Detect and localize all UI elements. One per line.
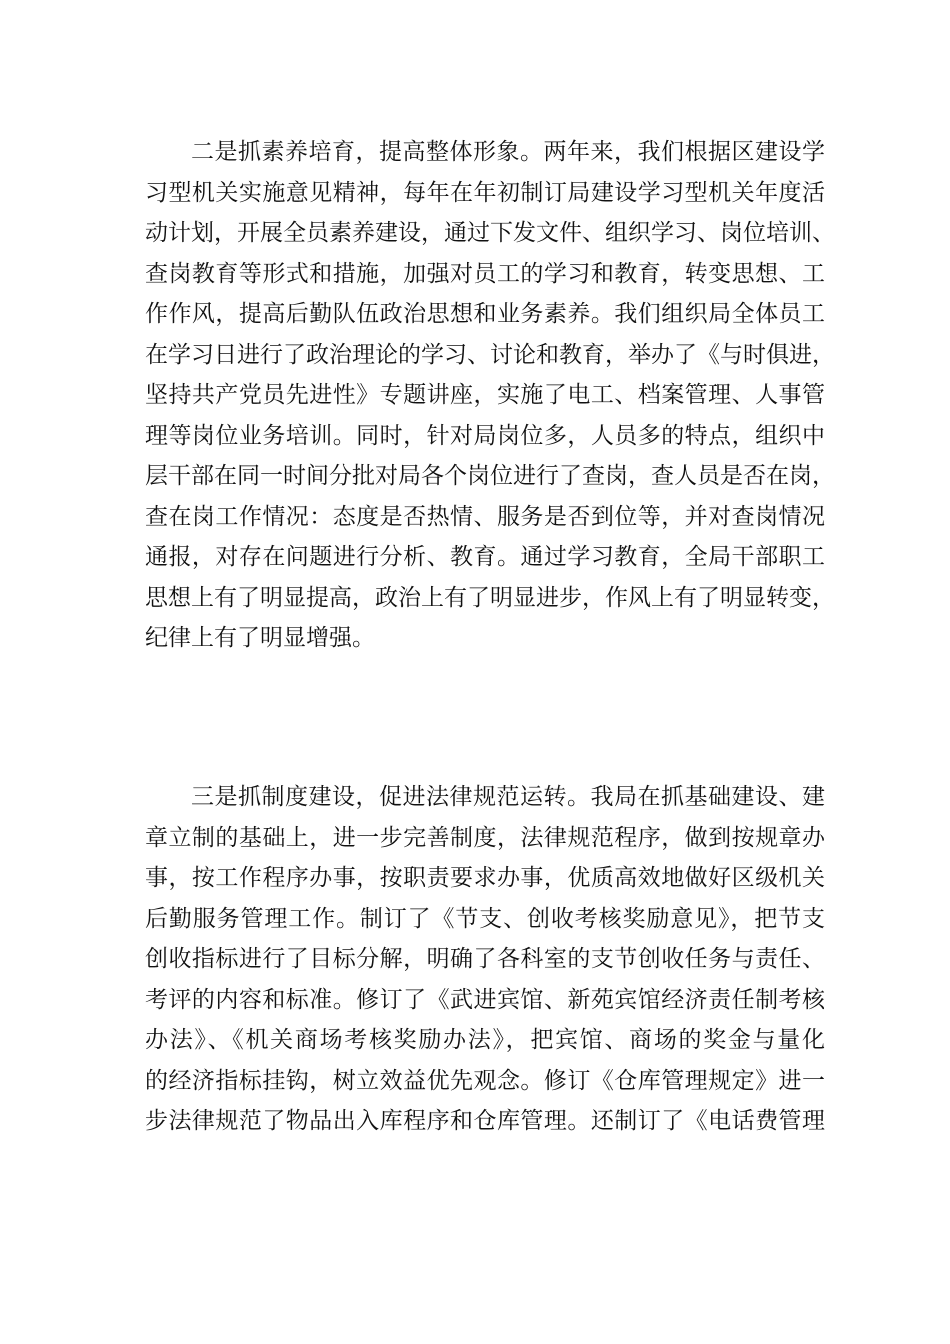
paragraph-line: 创收指标进行了目标分解，明确了各科室的支节创收任务与责任、 (145, 946, 825, 972)
paragraph-line: 通报，对存在问题进行分析、教育。通过学习教育，全局干部职工 (145, 544, 825, 570)
paragraph-line: 坚持共产党员先进性》专题讲座，实施了电工、档案管理、人事管 (145, 382, 825, 408)
paragraph-line: 的经济指标挂钩，树立效益优先观念。修订《仓库管理规定》进一 (145, 1067, 825, 1094)
paragraph-system-building (145, 777, 825, 1142)
paragraph-line: 思想上有了明显提高，政治上有了明显进步，作风上有了明显转变， (145, 584, 835, 611)
paragraph-line: 考评的内容和标准。修订了《武进宾馆、新苑宾馆经济责任制考核 (145, 986, 825, 1013)
paragraph-line: 动计划，开展全员素养建设，通过下发文件、组织学习、岗位培训、 (145, 220, 835, 246)
paragraph-line: 事，按工作程序办事，按职责要求办事，优质高效地做好区级机关 (145, 865, 825, 891)
paragraph-line: 三是抓制度建设，促进法律规范运转。我局在抓基础建设、建 (191, 784, 825, 810)
paragraph-line: 步法律规范了物品出入库程序和仓库管理。还制订了《电话费管理 (145, 1108, 825, 1134)
paragraph-line: 章立制的基础上，进一步完善制度，法律规范程序，做到按规章办 (145, 824, 825, 851)
paragraph-line: 后勤服务管理工作。制订了《节支、创收考核奖励意见》，把节支 (145, 905, 825, 932)
paragraph-line-last: 纪律上有了明显增强。 (145, 625, 375, 651)
paragraph-line: 层干部在同一时间分批对局各个岗位进行了查岗，查人员是否在岗， (145, 463, 835, 489)
paragraph-line: 二是抓素养培育，提高整体形象。两年来，我们根据区建设学 (191, 139, 825, 165)
paragraph-line: 在学习日进行了政治理论的学习、讨论和教育，举办了《与时俱进， (145, 341, 835, 368)
paragraph-line: 理等岗位业务培训。同时，针对局岗位多，人员多的特点，组织中 (145, 422, 825, 449)
paragraph-line: 办法》、《机关商场考核奖励办法》，把宾馆、商场的奖金与量化 (145, 1027, 825, 1053)
paragraph-quality-training (145, 132, 835, 659)
paragraph-line: 作作风，提高后勤队伍政治思想和业务素养。我们组织局全体员工 (145, 301, 825, 327)
paragraph-line: 查在岗工作情况：态度是否热情、服务是否到位等，并对查岗情况 (145, 503, 825, 530)
paragraph-line: 习型机关实施意见精神，每年在年初制订局建设学习型机关年度活 (145, 179, 825, 206)
paragraph-line: 查岗教育等形式和措施，加强对员工的学习和教育，转变思想、工 (145, 260, 825, 287)
